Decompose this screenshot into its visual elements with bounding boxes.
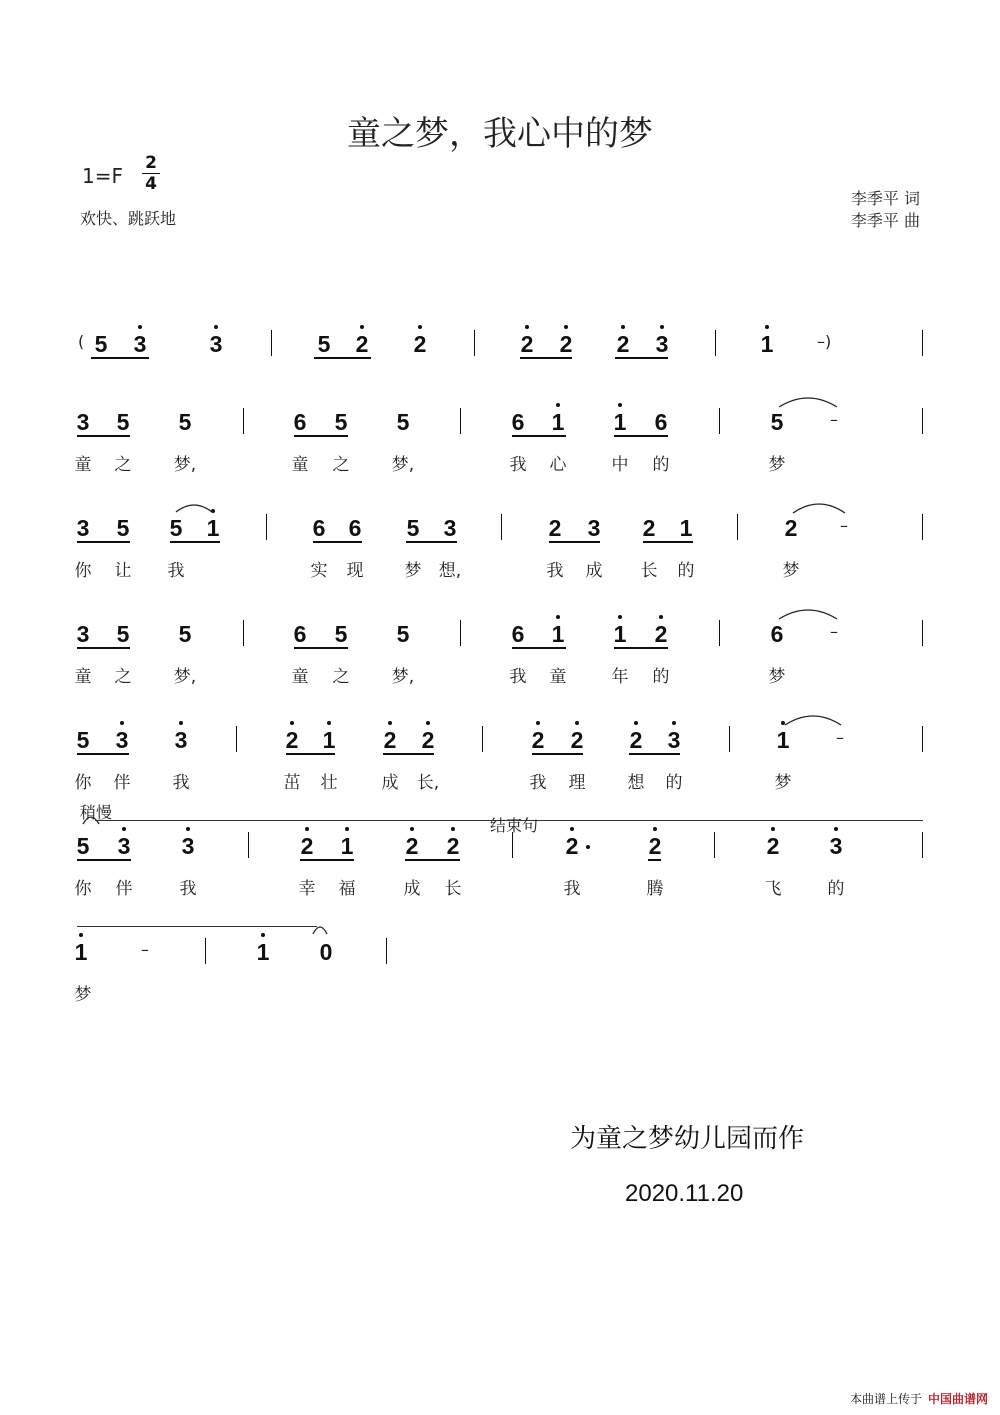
note: 2 <box>626 728 646 752</box>
barline <box>922 832 923 858</box>
note: 1 <box>203 516 223 540</box>
dash: – <box>840 516 848 535</box>
note: 3 <box>112 728 132 752</box>
tie-slur <box>778 397 838 409</box>
barline <box>474 330 475 356</box>
beam-underline <box>643 541 693 543</box>
note: 5 <box>116 515 130 541</box>
octave-dot <box>621 325 625 329</box>
dash: – <box>141 940 149 959</box>
note: 5 <box>169 515 183 541</box>
note: 3 <box>114 834 134 858</box>
lyric-char: 我 <box>179 879 197 899</box>
beam-underline <box>77 541 130 543</box>
song-title: 童之梦，我心中的梦 <box>347 114 653 154</box>
watermark <box>850 1390 988 1407</box>
octave-dot <box>564 325 568 329</box>
lyric-char: 梦, <box>173 667 197 687</box>
barline <box>501 514 502 540</box>
lyric-char: 之 <box>332 455 350 475</box>
lyric-char: 福 <box>338 879 356 899</box>
beam-underline <box>614 647 668 649</box>
note: 5 <box>94 331 108 357</box>
lyric-char: 成 <box>403 879 421 899</box>
note: 6 <box>654 409 668 435</box>
note: 2 <box>556 332 576 356</box>
lyric-char: 我 <box>167 561 185 581</box>
composer-credit: 李季平 曲 <box>850 211 920 230</box>
note: 2 <box>562 834 582 858</box>
tie-slur <box>792 503 846 515</box>
octave-dot <box>388 721 392 725</box>
barline <box>715 330 716 356</box>
barline <box>922 620 923 646</box>
lyric-char: 年 <box>611 667 629 687</box>
octave-dot <box>570 827 574 831</box>
octave-dot <box>79 933 83 937</box>
note: 1 <box>773 728 793 752</box>
note: 3 <box>178 834 198 858</box>
lyric-char: 长 <box>640 561 658 581</box>
note: 2 <box>567 728 587 752</box>
note: 2 <box>402 834 422 858</box>
octave-dot <box>634 721 638 725</box>
barline <box>460 408 461 434</box>
octave-dot <box>556 615 560 619</box>
lyric-char: 理 <box>568 773 586 793</box>
lyric-char: 梦 <box>782 561 800 581</box>
lyric-char: 想 <box>627 773 645 793</box>
note: 1 <box>253 940 273 964</box>
note: 1 <box>610 410 630 434</box>
octave-dot <box>179 721 183 725</box>
barline <box>714 832 715 858</box>
lyric-char: 你 <box>74 773 92 793</box>
octave-dot <box>426 721 430 725</box>
lyric-char: 童 <box>549 667 567 687</box>
beam-underline <box>615 357 668 359</box>
lyric-char: 梦, <box>173 455 197 475</box>
lyric-char: 我 <box>563 879 581 899</box>
octave-dot <box>525 325 529 329</box>
lyric-char: 梦, <box>391 667 415 687</box>
beam-underline <box>170 541 220 543</box>
note: 5 <box>317 331 331 357</box>
note: 3 <box>130 332 150 356</box>
barline <box>922 330 923 356</box>
barline <box>248 832 249 858</box>
beam-underline <box>405 859 460 861</box>
octave-dot <box>186 827 190 831</box>
paren-open: ( <box>78 332 85 351</box>
lyric-char: 之 <box>332 667 350 687</box>
octave-dot <box>345 827 349 831</box>
beam-underline <box>383 753 434 755</box>
lyric-char: 我 <box>509 455 527 475</box>
lyric-char: 我 <box>529 773 547 793</box>
beam-underline <box>520 357 572 359</box>
octave-dot <box>556 403 560 407</box>
octave-dot <box>138 325 142 329</box>
beam-underline <box>313 541 362 543</box>
lyric-char: 的 <box>652 667 670 687</box>
note: 5 <box>178 621 192 647</box>
lyric-char: 伴 <box>113 773 131 793</box>
barline <box>236 726 237 752</box>
beam-underline <box>77 859 131 861</box>
key-signature: 1=F <box>82 164 123 188</box>
note: 1 <box>757 332 777 356</box>
dash: – <box>830 410 838 429</box>
lyric-char: 之 <box>114 455 132 475</box>
note: 5 <box>770 409 784 435</box>
lyric-char: 长 <box>444 879 462 899</box>
note: 2 <box>528 728 548 752</box>
octave-dot <box>659 615 663 619</box>
note: 6 <box>293 621 307 647</box>
lyric-char: 梦 <box>774 773 792 793</box>
octave-dot <box>360 325 364 329</box>
note: 3 <box>826 834 846 858</box>
octave-dot <box>834 827 838 831</box>
note: 2 <box>380 728 400 752</box>
note: 1 <box>319 728 339 752</box>
beam-underline <box>77 435 130 437</box>
lyric-char: 让 <box>114 561 132 581</box>
lyric-char: 壮 <box>320 773 338 793</box>
tie-slur <box>784 715 842 727</box>
note: 2 <box>282 728 302 752</box>
beam-underline <box>648 859 661 861</box>
octave-dot <box>653 827 657 831</box>
note: 3 <box>652 332 672 356</box>
barline <box>922 408 923 434</box>
ending-marking: 结束句 <box>490 816 539 835</box>
note: 0 <box>319 939 333 965</box>
note: 2 <box>443 834 463 858</box>
note: 5 <box>396 409 410 435</box>
time-signature-top: 2 <box>145 153 157 173</box>
beam-underline <box>406 541 457 543</box>
barline <box>719 408 720 434</box>
barline <box>729 726 730 752</box>
barline <box>737 514 738 540</box>
lyric-char: 你 <box>74 879 92 899</box>
beam-underline <box>300 859 354 861</box>
lyric-char: 的 <box>652 455 670 475</box>
octave-dot <box>418 325 422 329</box>
octave-dot <box>536 721 540 725</box>
note: 5 <box>406 515 420 541</box>
note: 1 <box>679 515 693 541</box>
lyric-char: 想, <box>438 561 462 581</box>
note: 1 <box>337 834 357 858</box>
lyric-char: 我 <box>546 561 564 581</box>
octave-dot <box>327 721 331 725</box>
note: 2 <box>784 515 798 541</box>
note: 5 <box>334 621 348 647</box>
note: 2 <box>352 332 372 356</box>
dash: – <box>836 728 844 747</box>
note: 5 <box>334 409 348 435</box>
lyric-char: 梦 <box>74 985 92 1005</box>
note: 6 <box>348 515 362 541</box>
watermark-prefix: 本曲谱上传于 <box>849 1392 922 1406</box>
lyric-char: 实 <box>310 561 328 581</box>
note: 2 <box>548 515 562 541</box>
lyric-char: 飞 <box>764 879 782 899</box>
note: 3 <box>443 515 457 541</box>
lyric-char: 童 <box>291 667 309 687</box>
lyric-char: 之 <box>114 667 132 687</box>
time-signature-bottom: 4 <box>145 174 157 194</box>
note: 3 <box>76 409 90 435</box>
octave-dot <box>575 721 579 725</box>
lyric-char: 现 <box>346 561 364 581</box>
note: 5 <box>116 621 130 647</box>
octave-dot <box>618 403 622 407</box>
note: 2 <box>651 622 671 646</box>
note: 1 <box>610 622 630 646</box>
barline <box>205 938 206 964</box>
lyric-char: 幸 <box>298 879 316 899</box>
note: 5 <box>116 409 130 435</box>
note: 3 <box>587 515 601 541</box>
beam-underline <box>91 357 149 359</box>
lyricist-credit: 李季平 词 <box>850 189 920 208</box>
note: 2 <box>613 332 633 356</box>
note: 1 <box>71 940 91 964</box>
rest-dash-close: –) <box>817 332 832 351</box>
beam-underline <box>614 435 668 437</box>
octave-dot <box>660 325 664 329</box>
beam-underline <box>512 435 566 437</box>
note: 2 <box>645 834 665 858</box>
slow-marking: 稍慢 <box>80 803 113 822</box>
note: 2 <box>517 332 537 356</box>
dash: – <box>830 622 838 641</box>
lyric-char: 我 <box>172 773 190 793</box>
beam-underline <box>314 357 371 359</box>
barline <box>719 620 720 646</box>
note: 3 <box>76 515 90 541</box>
lyric-char: 成 <box>381 773 399 793</box>
octave-dot <box>765 325 769 329</box>
note: 2 <box>418 728 438 752</box>
beam-underline <box>532 753 583 755</box>
lyric-char: 的 <box>677 561 695 581</box>
octave-dot <box>771 827 775 831</box>
barline <box>243 620 244 646</box>
lyric-char: 梦 <box>768 455 786 475</box>
lyric-char: 童 <box>74 667 92 687</box>
beam-underline <box>294 647 348 649</box>
lyric-char: 童 <box>291 455 309 475</box>
octave-dot <box>261 933 265 937</box>
barline <box>922 726 923 752</box>
note: 1 <box>548 622 568 646</box>
barline <box>271 330 272 356</box>
beam-underline <box>512 647 566 649</box>
lyric-char: 心 <box>549 455 567 475</box>
lyric-char: 茁 <box>283 773 301 793</box>
tie-slur <box>312 926 328 936</box>
note: 1 <box>548 410 568 434</box>
note: 6 <box>770 621 784 647</box>
beam-underline <box>77 753 129 755</box>
octave-dot <box>290 721 294 725</box>
lyric-char: 梦, <box>391 455 415 475</box>
beam-underline <box>629 753 680 755</box>
beam-underline <box>294 435 348 437</box>
beam-underline <box>77 647 130 649</box>
octave-dot <box>672 721 676 725</box>
lyric-char: 成 <box>585 561 603 581</box>
note: 5 <box>178 409 192 435</box>
barline <box>512 832 513 858</box>
octave-dot <box>120 721 124 725</box>
note: 3 <box>664 728 684 752</box>
lyric-char: 你 <box>74 561 92 581</box>
octave-dot <box>410 827 414 831</box>
augmentation-dot <box>586 845 590 849</box>
barline <box>460 620 461 646</box>
note: 5 <box>76 727 90 753</box>
note: 5 <box>76 833 90 859</box>
barline <box>922 514 923 540</box>
note: 2 <box>642 515 656 541</box>
lyric-char: 长, <box>416 773 440 793</box>
tie-slur <box>82 816 100 826</box>
tempo-marking: 欢快、跳跃地 <box>80 209 177 228</box>
barline <box>266 514 267 540</box>
octave-dot <box>305 827 309 831</box>
note: 5 <box>396 621 410 647</box>
tie-slur <box>778 609 838 621</box>
lyric-char: 童 <box>74 455 92 475</box>
note: 3 <box>171 728 191 752</box>
barline <box>482 726 483 752</box>
lyric-char: 的 <box>827 879 845 899</box>
note: 2 <box>297 834 317 858</box>
phrase-line-end <box>77 926 317 927</box>
beam-underline <box>549 541 600 543</box>
note: 2 <box>410 332 430 356</box>
barline <box>243 408 244 434</box>
octave-dot <box>214 325 218 329</box>
note: 6 <box>312 515 326 541</box>
lyric-char: 梦 <box>768 667 786 687</box>
octave-dot <box>618 615 622 619</box>
note: 3 <box>206 332 226 356</box>
lyric-char: 的 <box>665 773 683 793</box>
note: 6 <box>511 409 525 435</box>
octave-dot <box>451 827 455 831</box>
time-signature <box>142 154 160 193</box>
beam-underline <box>286 753 335 755</box>
note: 3 <box>76 621 90 647</box>
octave-dot <box>122 827 126 831</box>
lyric-char: 腾 <box>646 879 664 899</box>
barline <box>386 938 387 964</box>
tie-slur <box>175 504 213 514</box>
lyric-char: 中 <box>611 455 629 475</box>
note: 2 <box>763 834 783 858</box>
date: 2020.11.20 <box>625 1180 744 1207</box>
lyric-char: 伴 <box>115 879 133 899</box>
dedication: 为童之梦幼儿园而作 <box>570 1124 805 1154</box>
lyric-char: 梦 <box>404 561 422 581</box>
note: 6 <box>293 409 307 435</box>
watermark-brand: 中国曲谱网 <box>927 1392 988 1406</box>
note: 6 <box>511 621 525 647</box>
lyric-char: 我 <box>509 667 527 687</box>
